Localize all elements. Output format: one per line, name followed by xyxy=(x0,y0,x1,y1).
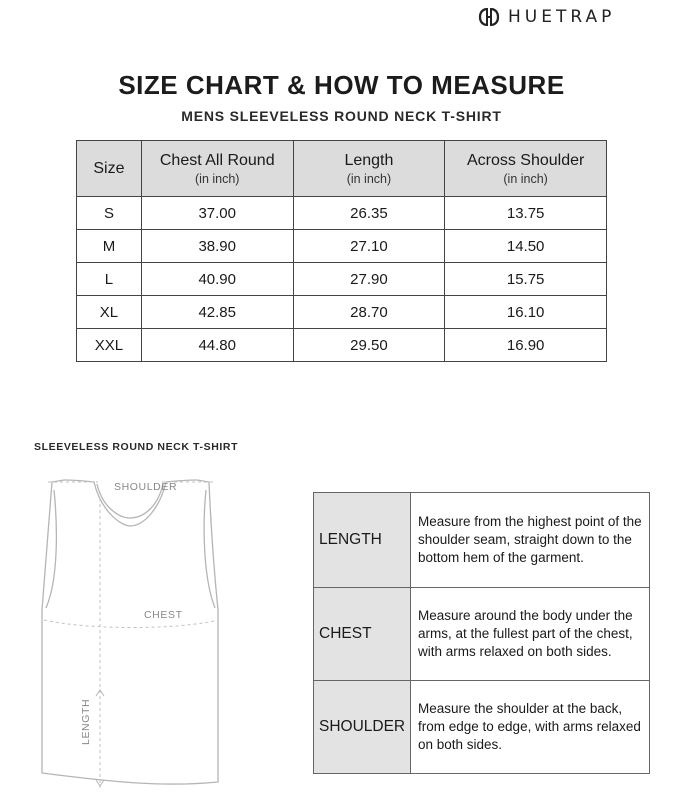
size-chart-table xyxy=(76,140,607,362)
header-label: Across Shoulder xyxy=(466,151,585,169)
measure-description: Measure from the highest point of the shoulder seam, straight down to the bottom hem of the garment. xyxy=(411,493,650,588)
header-label: Length xyxy=(344,151,394,169)
cell-shoulder: 16.90 xyxy=(445,329,607,362)
measure-description: Measure around the body under the arms, at the fullest part of the chest, with arms relaxed on both sides. xyxy=(411,588,650,681)
measure-term: LENGTH xyxy=(314,493,411,588)
header-unit: (in inch) xyxy=(346,171,392,186)
brand-logo xyxy=(478,6,615,28)
page-title: SIZE CHART & HOW TO MEASURE xyxy=(118,70,565,100)
cell-chest: 40.90 xyxy=(141,263,293,296)
cell-shoulder: 16.10 xyxy=(445,296,607,329)
cell-size: XL xyxy=(77,296,142,329)
table-row xyxy=(77,230,607,263)
tank-top-outline xyxy=(28,470,258,800)
chest-label: CHEST xyxy=(144,609,183,621)
table-row xyxy=(314,588,650,681)
header-label: Chest All Round xyxy=(159,151,275,169)
table-row xyxy=(314,493,650,588)
page-subtitle: MENS SLEEVELESS ROUND NECK T-SHIRT xyxy=(181,108,502,124)
header-size xyxy=(77,141,142,197)
cell-length: 27.10 xyxy=(293,230,445,263)
header-chest xyxy=(141,141,293,197)
size-table-header-row xyxy=(77,141,607,197)
cell-shoulder: 15.75 xyxy=(445,263,607,296)
cell-size: XXL xyxy=(77,329,142,362)
table-row xyxy=(77,263,607,296)
cell-chest: 38.90 xyxy=(141,230,293,263)
table-row xyxy=(77,197,607,230)
brand-name: HUETRAP xyxy=(508,7,616,27)
table-row xyxy=(314,681,650,774)
cell-shoulder: 14.50 xyxy=(445,230,607,263)
measure-term: SHOULDER xyxy=(314,681,411,774)
cell-length: 28.70 xyxy=(293,296,445,329)
huetrap-logo-icon xyxy=(478,6,500,28)
header-label: Size xyxy=(93,159,125,177)
cell-length: 29.50 xyxy=(293,329,445,362)
diagram-title: SLEEVELESS ROUND NECK T-SHIRT xyxy=(34,441,239,453)
cell-size: S xyxy=(77,197,142,230)
cell-size: M xyxy=(77,230,142,263)
header-shoulder xyxy=(445,141,607,197)
cell-chest: 42.85 xyxy=(141,296,293,329)
header-length xyxy=(293,141,445,197)
length-label: LENGTH xyxy=(80,698,92,745)
cell-size: L xyxy=(77,263,142,296)
tank-top-diagram xyxy=(28,470,258,800)
cell-chest: 44.80 xyxy=(141,329,293,362)
header-unit: (in inch) xyxy=(503,171,548,186)
how-to-measure-table xyxy=(313,492,650,774)
measure-description: Measure the shoulder at the back, from edge to edge, with arms relaxed on both sides. xyxy=(411,681,650,774)
shoulder-label: SHOULDER xyxy=(114,481,178,493)
header-unit: (in inch) xyxy=(195,171,240,186)
measure-term: CHEST xyxy=(314,588,411,681)
cell-shoulder: 13.75 xyxy=(445,197,607,230)
cell-length: 26.35 xyxy=(293,197,445,230)
cell-length: 27.90 xyxy=(293,263,445,296)
table-row xyxy=(77,296,607,329)
table-row xyxy=(77,329,607,362)
cell-chest: 37.00 xyxy=(141,197,293,230)
